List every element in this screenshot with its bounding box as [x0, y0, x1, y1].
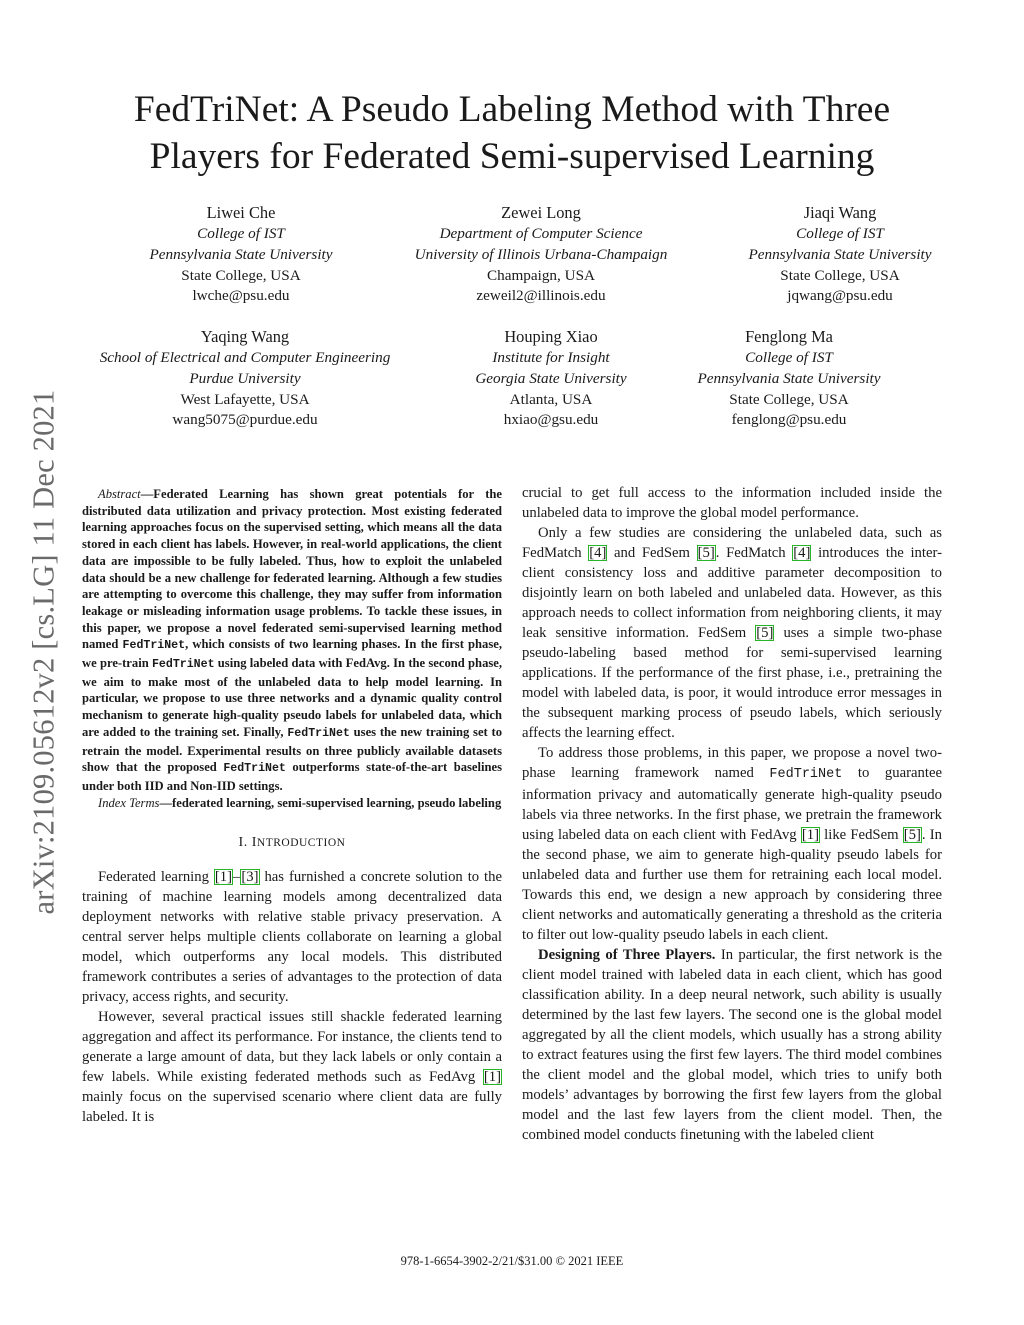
citation-link[interactable]: [1] [214, 869, 233, 886]
paper-title [60, 86, 964, 180]
author-email[interactable]: hxiao@gsu.edu [503, 411, 599, 429]
body-paragraph: Designing of Three Players. In particular, the first network is the client model trained with labeled data in each client, which has good classification ability. In a deep neural network, such ability is usually determined by the last few layers. The second one is the global model aggregated by all the client models, which usually has a strong ability to extract features using the first few layers. The third model combines the client model and the global model, which tries to unify both models’ advantages by borrowing the first few layers from the global model and the last few layers from the client model. Then, the combined model conducts finetuning with the labeled client [522, 947, 943, 1143]
author-email[interactable]: zeweil2@illinois.edu [476, 287, 606, 305]
author-email[interactable]: jqwang@psu.edu [787, 287, 893, 305]
section-initial: I [251, 835, 257, 851]
author-name: Zewei Long [501, 203, 581, 222]
method-name: FedTriNet [151, 658, 215, 672]
author-location: State College, USA [729, 390, 849, 408]
author-block [71, 202, 411, 307]
intro-paragraph: Federated learning [1]–[3] has furnished a concrete solution to the training of machine learning models among decentralized data deployment networks with relative stable privacy preservation. A central server helps multiple clients collaborate on learning a global model, which outperforms any local models. This distributed framework contributes a series of advantages to the protection of data privacy, access rights, and security. [82, 869, 502, 1006]
author-email[interactable]: lwche@psu.edu [192, 287, 290, 305]
author-org: Georgia State University [475, 369, 627, 387]
section-title-rest: NTRODUCTION [256, 837, 346, 850]
author-email[interactable]: fenglong@psu.edu [731, 411, 847, 429]
author-location: West Lafayette, USA [180, 390, 310, 408]
citation-link[interactable]: [1] [801, 827, 819, 843]
title-line-1: FedTriNet: A Pseudo Labeling Method with Three [133, 89, 891, 130]
author-name: Jiaqi Wang [803, 203, 877, 222]
citation-link[interactable]: [5] [903, 827, 921, 843]
author-org: Purdue University [189, 369, 301, 387]
author-email[interactable]: wang5075@purdue.edu [172, 411, 318, 429]
abstract-text: , which consists of two learning phases. In the first phase, we pre-train [82, 637, 502, 671]
paragraph-heading: Designing of Three Players. [538, 947, 716, 963]
index-terms [82, 795, 502, 812]
body-paragraph: crucial to get full access to the information included inside the unlabeled data to improve the global model performance. [522, 485, 942, 521]
citation-link[interactable]: [5] [697, 545, 715, 561]
title-line-2: Players for Federated Semi-supervised Learning [149, 136, 875, 177]
abstract-text: uses the new training set to retrain the model. Experimental results on three publicly available datasets show that the proposed [82, 724, 502, 775]
arxiv-identifier: arXiv:2109.05612v2 [cs.LG] 11 Dec 2021 [26, 389, 61, 915]
author-block [75, 326, 415, 431]
author-name: Fenglong Ma [745, 327, 833, 346]
citation-link[interactable]: [3] [241, 869, 259, 886]
abstract-text: —Federated Learning has shown great potentials for the distributed data utilization and privacy protection. Most existing federated learning approaches focus on the supervised setting, which means all the data stored in each client has labels. However, in real-world applications, the client data are impossible to be fully labeled. Thus, how to exploit the unlabeled data should be a new challenge for federated learning. Although a few studies are attempting to overcome this challenge, they may suffer from information leakage or misleading information usage problems. To tackle these issues, in this paper, we propose a novel federated semi-supervised learning method named [82, 487, 502, 652]
author-org: Pennsylvania State University [697, 369, 881, 387]
abstract-text: outperforms state-of-the-art baselines under both IID and Non-IID settings. [82, 760, 502, 793]
author-block [670, 202, 1010, 307]
author-dept: College of IST [796, 225, 884, 242]
body-paragraph: To address those problems, in this paper, we propose a novel two-phase learning framework named FedTriNet to guarantee information privacy and automatically generate high-quality pseudo labels via three networks. In the first phase, we pretrain the framework using labeled data on each client with FedAvg [1] like FedSem [5]. In the second phase, we aim to generate high-quality pseudo labels for unlabeled data and further use them for retraining each local model. Towards this end, we design a new approach by considering three client networks and automatically generating a threshold as the criteria to filter out low-quality pseudo labels in each client. [522, 745, 942, 943]
citation-link[interactable]: [5] [756, 625, 774, 641]
method-name: FedTriNet [287, 726, 350, 740]
author-location: Champaign, USA [487, 266, 595, 284]
author-org: Pennsylvania State University [149, 245, 333, 263]
abstract-label: Abstract [98, 487, 141, 501]
method-name: FedTriNet [769, 767, 843, 782]
copyright-footer: 978-1-6654-3902-2/21/$31.00 © 2021 IEEE [400, 1254, 624, 1268]
author-location: State College, USA [181, 266, 301, 284]
author-dept: College of IST [197, 225, 285, 242]
author-name: Liwei Che [206, 203, 276, 222]
author-dept: Department of Computer Science [439, 225, 643, 242]
abstract-text: using labeled data with FedAvg. In the second phase, we aim to make most of the unlabeled data to help model learning. In particular, we propose to use three networks and a dynamic quality control mechanism to generate high-quality pseudo labels for unlabeled data, which are added to the training set. Finally, [82, 656, 502, 739]
author-dept: School of Electrical and Computer Engineering [99, 349, 391, 366]
citation-link[interactable]: [4] [793, 545, 811, 561]
abstract [82, 486, 502, 795]
right-column [522, 483, 942, 1145]
author-name: Houping Xiao [504, 327, 598, 346]
section-numeral: I. [238, 835, 252, 851]
author-org: University of Illinois Urbana-Champaign [414, 245, 668, 263]
method-name: FedTriNet [122, 639, 186, 653]
author-org: Pennsylvania State University [748, 245, 932, 263]
index-terms-label: Index Terms [98, 795, 160, 810]
section-heading-introduction [82, 833, 502, 853]
author-name: Yaqing Wang [200, 327, 290, 346]
author-block [371, 202, 711, 307]
citation-link[interactable]: [4] [589, 545, 607, 561]
author-location: State College, USA [780, 266, 900, 284]
author-dept: Institute for Insight [492, 349, 610, 366]
index-terms-text: —federated learning, semi-supervised learning, pseudo labeling [159, 795, 502, 810]
method-name: FedTriNet [223, 762, 286, 776]
author-location: Atlanta, USA [509, 390, 593, 408]
left-column [82, 486, 502, 1127]
intro-paragraph: However, several practical issues still shackle federated learning aggregation and affect its performance. For instance, the clients tend to generate a large amount of data, but they lack labels or only contain a few labels. While existing federated methods such as FedAvg [1] mainly focus on the supervised scenario where client data are fully labeled. It is [82, 1009, 502, 1126]
body-paragraph: Only a few studies are considering the unlabeled data, such as FedMatch [4] and FedSem [5]. FedMatch [4] introduces the inter-client consistency loss and additive parameter decomposition to disjointly learn on both labeled and unlabeled data. However, as this approach needs to collect information from neighboring clients, it may leak sensitive information. FedSem [5] uses a simple two-phase pseudo-labeling based method for semi-supervised learning applications. If the performance of the first phase, i.e., pretraining the model with labeled data, is poor, it would introduce error messages in the subsequent marking process of pseudo labels, which seriously affects the learning effect. [522, 525, 942, 741]
author-dept: College of IST [745, 349, 833, 366]
author-block [619, 326, 959, 431]
citation-link[interactable]: [1] [483, 1069, 501, 1086]
